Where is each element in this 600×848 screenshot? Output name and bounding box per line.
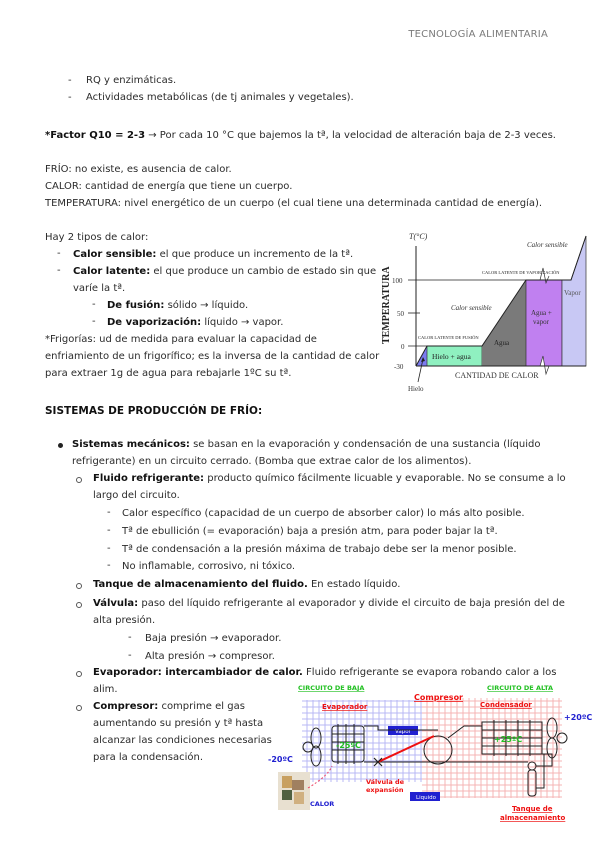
bullet-circle	[76, 705, 82, 711]
label-agua-vapor-2: vapor	[533, 318, 549, 326]
x-axis-title: CANTIDAD DE CALOR	[455, 371, 539, 380]
valvula-label-2: expansión	[366, 786, 404, 794]
list-dash: -	[57, 265, 61, 276]
valvula-label-1: Válvula de	[366, 778, 405, 786]
calor-label: CALOR	[310, 800, 335, 808]
region-agua	[482, 280, 526, 366]
evaporador-text-cont: alim.	[93, 684, 118, 695]
fluido-prop: Tª de ebullición (= evaporación) baja a presión atm, para poder bajar la tª.	[122, 526, 498, 537]
vapor-tag: Vapor	[395, 729, 411, 735]
fluido-text-cont: largo del circuito.	[93, 490, 180, 501]
calor-latente-text: el que produce un cambio de estado sin que	[150, 266, 377, 277]
fluido-prop: No inflamable, corrosivo, ni tóxico.	[122, 561, 296, 572]
refrigeration-cycle-diagram	[268, 680, 600, 832]
tanque-item	[93, 578, 400, 591]
list-dash: -	[107, 525, 111, 536]
outside-temp: +20ºC	[564, 713, 593, 722]
y-unit-label: T(°C)	[409, 232, 428, 241]
label-agua-vapor-1: Agua +	[531, 309, 552, 317]
label-agua: Agua	[494, 339, 510, 347]
frigorias-line: *Frigorías: ud de medida para evaluar la capacidad de	[45, 334, 317, 345]
bullet-circle	[76, 583, 82, 589]
q10-paragraph	[45, 129, 556, 142]
valvula-text-cont: alta presión.	[93, 615, 156, 626]
y-tick-100: 100	[392, 277, 403, 285]
calor-sensible-text: el que produce un incremento de la tª.	[156, 249, 354, 260]
label-calor-sensible: Calor sensible	[451, 304, 492, 312]
circuito-alta-label: CIRCUITO DE ALTA	[487, 684, 554, 692]
valvula-label: Válvula:	[93, 598, 139, 609]
mecanicos-item	[72, 438, 540, 451]
fusion-item	[107, 299, 248, 312]
definition-calor: CALOR: cantidad de energía que tiene un cuerpo.	[45, 181, 293, 192]
list-dash: -	[92, 299, 96, 310]
list-dash: -	[57, 248, 61, 259]
list-dash: -	[92, 316, 96, 327]
condensador-diagram-label: Condensador	[480, 701, 532, 709]
fluido-prop: Calor específico (capacidad de un cuerpo de absorber calor) lo más alto posible.	[122, 508, 525, 519]
label-hielo-agua: Hielo + agua	[432, 352, 471, 361]
label-calor-latente-fusion: CALOR LATENTE DE FUSIÓN	[418, 335, 479, 340]
definition-frio: FRÍO: no existe, es ausencia de calor.	[45, 164, 232, 175]
vaporizacion-label: De vaporización:	[107, 317, 202, 328]
frigorias-line: enfriamiento de un frigorífico; es la inversa de la cantidad de calor	[45, 351, 380, 362]
page-header: TECNOLOGÍA ALIMENTARIA	[408, 29, 548, 40]
liquido-tag: Liquido	[416, 795, 436, 801]
list-dash: -	[128, 650, 132, 661]
list-item: RQ y enzimáticas.	[86, 75, 177, 86]
mecanicos-text-cont: refrigerante) en un circuito cerrado. (Bomba que extrae calor de los alimentos).	[72, 456, 472, 467]
list-item: Actividades metabólicas (de tj animales y vegetales).	[86, 92, 354, 103]
list-dash: -	[107, 560, 111, 571]
evaporador-text: Fluido refrigerante se evapora robando calor a los	[302, 667, 557, 678]
calor-latente-label: Calor latente:	[73, 266, 151, 277]
evaporador-label: Evaporador: intercambiador de calor.	[93, 667, 303, 678]
compresor-line: alcanzar las condiciones necesarias	[93, 735, 272, 746]
circuito-baja-label: CIRCUITO DE BAJA	[298, 684, 365, 692]
section-title: SISTEMAS DE PRODUCCIÓN DE FRÍO:	[45, 405, 263, 417]
calor-latente-item	[73, 265, 376, 278]
compresor-text: comprime el gas	[158, 701, 245, 712]
tanque-text: En estado líquido.	[307, 579, 401, 590]
bullet-circle	[76, 671, 82, 677]
list-dash: -	[68, 75, 72, 86]
label-vapor: Vapor	[564, 289, 581, 297]
compresor-item	[93, 700, 245, 713]
mecanicos-label: Sistemas mecánicos:	[72, 439, 190, 450]
vaporizacion-item	[107, 316, 283, 329]
fluido-item	[93, 472, 566, 485]
y-axis-title: TEMPERATURA	[381, 266, 392, 344]
q10-text: → Por cada 10 °C que bajemos la tª, la velocidad de alteración baja de 2-3 veces.	[145, 130, 556, 141]
evaporador-diagram-label: Evaporador	[322, 703, 368, 711]
compresor-line: aumentando su presión y tª hasta	[93, 718, 264, 729]
evaporador-item	[93, 666, 556, 679]
condenser-temp: +25ºC	[494, 735, 523, 744]
bullet-dot	[58, 443, 63, 448]
fluido-text: producto químico fácilmente licuable y evaporable. No se consume a lo	[204, 473, 566, 484]
mecanicos-text: se basan en la evaporación y condensación de una sustancia (líquido	[189, 439, 541, 450]
heat-types-intro: Hay 2 tipos de calor:	[45, 232, 149, 243]
heating-curve-chart	[372, 228, 590, 394]
list-dash: -	[107, 543, 111, 554]
y-tick-minus30: -30	[394, 363, 404, 371]
bullet-circle	[76, 602, 82, 608]
label-calor-latente-vaporizacion: CALOR LATENTE DE VAPORIZACIÓN	[482, 270, 560, 275]
evaporator-temp: -25ºC	[336, 741, 361, 750]
list-dash: -	[128, 632, 132, 643]
compresor-label: Compresor:	[93, 701, 159, 712]
fusion-label: De fusión:	[107, 300, 165, 311]
fluido-prop: Tª de condensación a la presión máxima de trabajo debe ser la menor posible.	[122, 544, 517, 555]
bullet-circle	[76, 477, 82, 483]
calor-sensible-label: Calor sensible:	[73, 249, 157, 260]
region-vapor	[562, 236, 586, 366]
tanque-label-1: Tanque de	[512, 805, 553, 813]
vaporizacion-text: líquido → vapor.	[201, 317, 284, 328]
label-hielo: Hielo	[408, 385, 424, 393]
valvula-item	[93, 597, 565, 610]
valvula-sub: Alta presión → compresor.	[145, 651, 275, 662]
valvula-sub: Baja presión → evaporador.	[145, 633, 282, 644]
compresor-diagram-label: Compresor	[414, 693, 464, 702]
compresor-line: para la condensación.	[93, 752, 204, 763]
list-dash: -	[68, 92, 72, 103]
frigorias-line: para extraer 1g de agua para rebajarle 1ºC su tª.	[45, 368, 292, 379]
calor-latente-text-cont: varíe la tª.	[73, 283, 126, 294]
label-calor-sensible-vapor: Calor sensible	[527, 241, 568, 249]
calor-sensible-item	[73, 248, 353, 261]
list-dash: -	[107, 507, 111, 518]
q10-bold: *Factor Q10 = 2-3	[45, 130, 146, 141]
inside-temp: -20ºC	[268, 755, 293, 764]
y-tick-50: 50	[397, 310, 404, 318]
fluido-label: Fluido refrigerante:	[93, 473, 205, 484]
tanque-label: Tanque de almacenamiento del fluido.	[93, 579, 308, 590]
tanque-label-2: almacenamiento	[500, 814, 566, 822]
y-tick-0: 0	[401, 343, 405, 351]
valvula-text: paso del líquido refrigerante al evaporador y divide el circuito de baja presión del de	[138, 598, 565, 609]
definition-temperatura: TEMPERATURA: nivel energético de un cuerpo (el cual tiene una determinada cantidad de energía).	[45, 198, 543, 209]
fusion-text: sólido → líquido.	[164, 300, 249, 311]
